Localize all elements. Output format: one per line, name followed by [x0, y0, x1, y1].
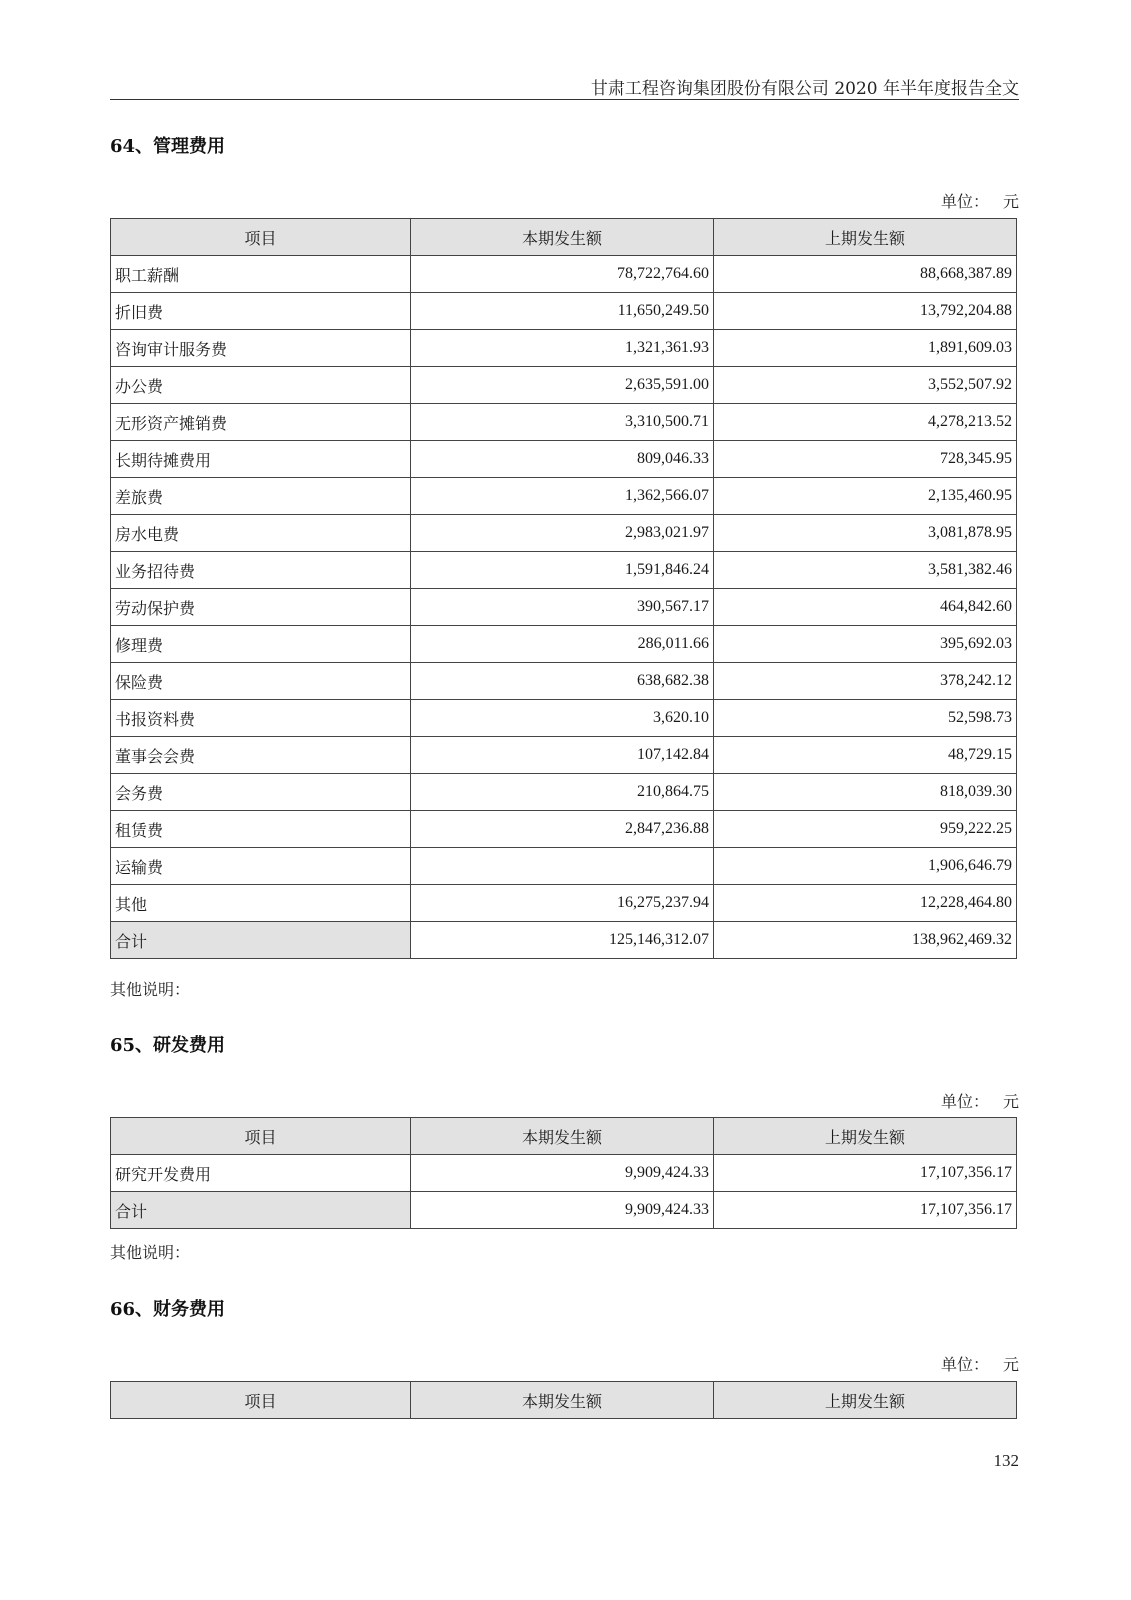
- row-item-label: 职工薪酬: [111, 256, 411, 293]
- unit-value: 元: [1002, 1355, 1019, 1374]
- row-current-amount: 1,321,361.93: [411, 330, 714, 367]
- row-previous-amount: 13,792,204.88: [714, 293, 1017, 330]
- row-current-amount: 809,046.33: [411, 441, 714, 478]
- col-header-current: 本期发生额: [411, 219, 714, 256]
- table-row: [111, 367, 1017, 404]
- row-current-amount: 3,620.10: [411, 700, 714, 737]
- row-previous-amount: 728,345.95: [714, 441, 1017, 478]
- row-previous-amount: 959,222.25: [714, 811, 1017, 848]
- total-current-amount: 9,909,424.33: [411, 1192, 714, 1229]
- row-item-label: 租赁费: [111, 811, 411, 848]
- header-title: 甘肃工程咨询集团股份有限公司 2020 年半年度报告全文: [590, 79, 1019, 99]
- section-64-note: 其他说明：: [110, 980, 191, 999]
- row-item-label: 运输费: [111, 848, 411, 885]
- row-previous-amount: 52,598.73: [714, 700, 1017, 737]
- table-row: [111, 293, 1017, 330]
- row-item-label: 折旧费: [111, 293, 411, 330]
- header-divider: [110, 99, 1019, 100]
- page-number: 132: [993, 1451, 1019, 1470]
- row-current-amount: 16,275,237.94: [411, 885, 714, 922]
- table-row: [111, 552, 1017, 589]
- row-item-label: 房水电费: [111, 515, 411, 552]
- unit-value: 元: [1002, 1092, 1019, 1111]
- row-current-amount: 9,909,424.33: [411, 1155, 714, 1192]
- total-previous-amount: 138,962,469.32: [714, 922, 1017, 959]
- table-row: [111, 1155, 1017, 1192]
- table-row: [111, 885, 1017, 922]
- section-65-unit: [941, 1089, 1019, 1112]
- row-item-label: 业务招待费: [111, 552, 411, 589]
- row-item-label: 劳动保护费: [111, 589, 411, 626]
- table-row: [111, 811, 1017, 848]
- col-header-previous: 上期发生额: [714, 1118, 1017, 1155]
- col-header-previous: 上期发生额: [714, 219, 1017, 256]
- row-current-amount: 11,650,249.50: [411, 293, 714, 330]
- row-item-label: 书报资料费: [111, 700, 411, 737]
- unit-value: 元: [1002, 192, 1019, 211]
- section-66-table: [110, 1381, 1017, 1419]
- row-current-amount: 2,635,591.00: [411, 367, 714, 404]
- row-item-label: 无形资产摊销费: [111, 404, 411, 441]
- row-item-label: 董事会会费: [111, 737, 411, 774]
- total-label: 合计: [111, 922, 411, 959]
- row-current-amount: 1,591,846.24: [411, 552, 714, 589]
- section-66-title: 66、财务费用: [110, 1299, 226, 1320]
- section-64-title: 64、管理费用: [110, 136, 226, 157]
- total-label: 合计: [111, 1192, 411, 1229]
- row-current-amount: 210,864.75: [411, 774, 714, 811]
- row-previous-amount: 464,842.60: [714, 589, 1017, 626]
- row-previous-amount: 3,581,382.46: [714, 552, 1017, 589]
- row-current-amount: 2,847,236.88: [411, 811, 714, 848]
- row-previous-amount: 395,692.03: [714, 626, 1017, 663]
- section-65-note: 其他说明：: [110, 1243, 191, 1262]
- table-row: [111, 663, 1017, 700]
- total-previous-amount: 17,107,356.17: [714, 1192, 1017, 1229]
- col-header-item: 项目: [111, 1382, 411, 1419]
- table-row: [111, 589, 1017, 626]
- table-header-row: [111, 1382, 1017, 1419]
- table-row: [111, 700, 1017, 737]
- unit-label: 单位：: [940, 192, 989, 211]
- row-previous-amount: 3,552,507.92: [714, 367, 1017, 404]
- row-previous-amount: 1,891,609.03: [714, 330, 1017, 367]
- row-previous-amount: 17,107,356.17: [714, 1155, 1017, 1192]
- unit-label: 单位：: [940, 1092, 989, 1111]
- table-row: [111, 848, 1017, 885]
- row-previous-amount: 48,729.15: [714, 737, 1017, 774]
- row-current-amount: 78,722,764.60: [411, 256, 714, 293]
- total-current-amount: 125,146,312.07: [411, 922, 714, 959]
- row-current-amount: 2,983,021.97: [411, 515, 714, 552]
- row-previous-amount: 378,242.12: [714, 663, 1017, 700]
- col-header-current: 本期发生额: [411, 1382, 714, 1419]
- table-row: [111, 515, 1017, 552]
- table-row: [111, 774, 1017, 811]
- table-row: [111, 330, 1017, 367]
- col-header-item: 项目: [111, 219, 411, 256]
- row-current-amount: 3,310,500.71: [411, 404, 714, 441]
- section-64-table: [110, 218, 1017, 959]
- row-item-label: 差旅费: [111, 478, 411, 515]
- table-row: [111, 737, 1017, 774]
- row-previous-amount: 4,278,213.52: [714, 404, 1017, 441]
- table-row: [111, 626, 1017, 663]
- col-header-current: 本期发生额: [411, 1118, 714, 1155]
- table-row: [111, 441, 1017, 478]
- row-current-amount: 638,682.38: [411, 663, 714, 700]
- col-header-previous: 上期发生额: [714, 1382, 1017, 1419]
- row-previous-amount: 2,135,460.95: [714, 478, 1017, 515]
- table-header-row: [111, 1118, 1017, 1155]
- row-item-label: 其他: [111, 885, 411, 922]
- total-row: [111, 1192, 1017, 1229]
- col-header-item: 项目: [111, 1118, 411, 1155]
- table-row: [111, 256, 1017, 293]
- row-current-amount: 1,362,566.07: [411, 478, 714, 515]
- row-previous-amount: 12,228,464.80: [714, 885, 1017, 922]
- table-row: [111, 404, 1017, 441]
- row-item-label: 会务费: [111, 774, 411, 811]
- row-previous-amount: 818,039.30: [714, 774, 1017, 811]
- section-65-table: [110, 1117, 1017, 1229]
- row-item-label: 研究开发费用: [111, 1155, 411, 1192]
- row-item-label: 修理费: [111, 626, 411, 663]
- table-header-row: [111, 219, 1017, 256]
- row-item-label: 长期待摊费用: [111, 441, 411, 478]
- unit-label: 单位：: [940, 1355, 989, 1374]
- row-item-label: 办公费: [111, 367, 411, 404]
- section-65-title: 65、研发费用: [110, 1035, 226, 1056]
- row-current-amount: 286,011.66: [411, 626, 714, 663]
- row-previous-amount: 88,668,387.89: [714, 256, 1017, 293]
- row-previous-amount: 1,906,646.79: [714, 848, 1017, 885]
- table-row: [111, 478, 1017, 515]
- section-66-unit: [941, 1352, 1019, 1375]
- row-item-label: 保险费: [111, 663, 411, 700]
- row-current-amount: [411, 848, 714, 885]
- section-64-unit: [941, 189, 1019, 212]
- row-previous-amount: 3,081,878.95: [714, 515, 1017, 552]
- row-current-amount: 107,142.84: [411, 737, 714, 774]
- total-row: [111, 922, 1017, 959]
- row-current-amount: 390,567.17: [411, 589, 714, 626]
- row-item-label: 咨询审计服务费: [111, 330, 411, 367]
